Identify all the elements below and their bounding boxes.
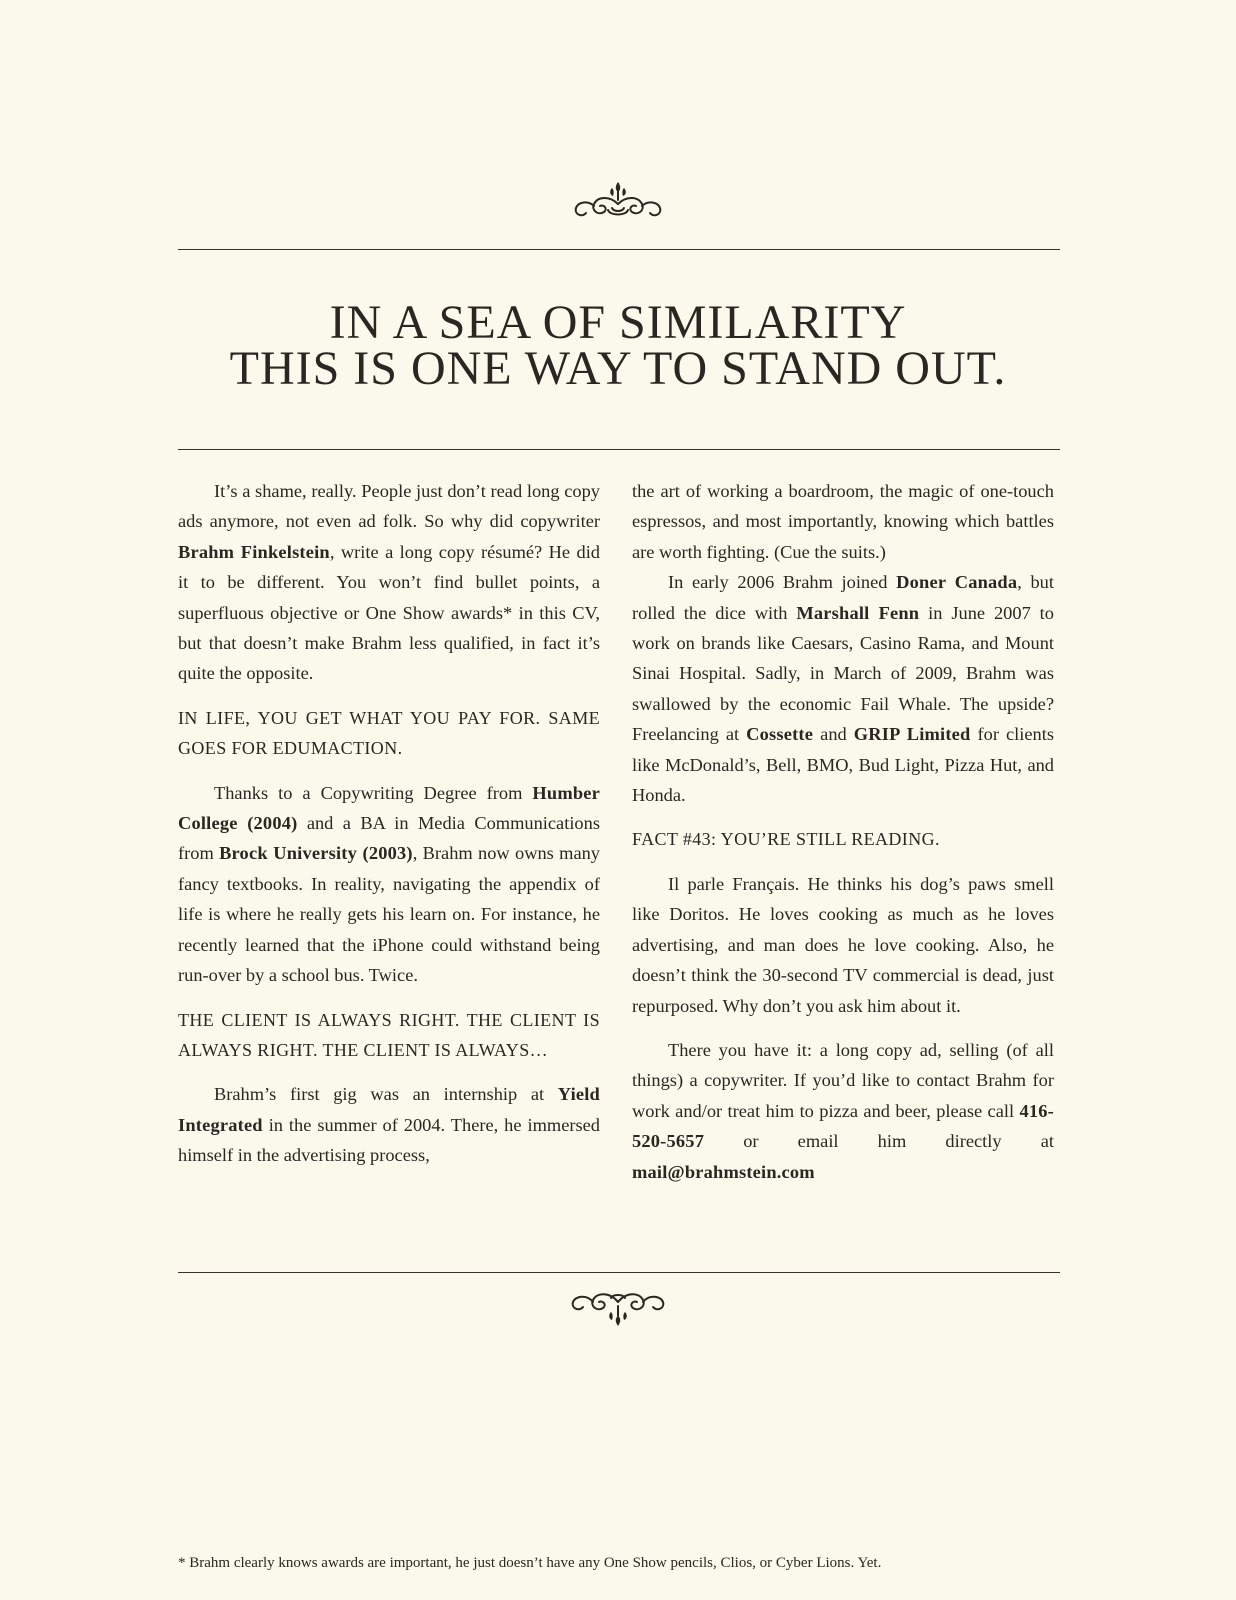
email-address: mail@brahmstein.com xyxy=(632,1161,815,1182)
headline-divider xyxy=(178,449,1060,450)
bottom-flourish-icon xyxy=(0,1284,1236,1334)
humber-highlight: Humber College (2004) xyxy=(178,782,600,834)
intro-paragraph: It’s a shame, really. People just don’t read long copy ads anymore, not even ad folk. So why did copywriter Brahm Finkelstein, write a long copy résumé? He did it to be different. You won’t find bullet points, a superfluous objective or One Show awards* in this CV, but that doesn’t make Brahm less qualified, in fact it’s quite the opposite. xyxy=(178,481,601,684)
bottom-divider xyxy=(178,1272,1060,1273)
doner-highlight: Doner Canada xyxy=(896,572,1018,593)
headline-line-2: THIS IS ONE WAY TO STAND OUT. xyxy=(229,342,1007,395)
first-gig-paragraph: Brahm’s first gig was an internship at Yield Integrated in the summer of 2004. There, he immersed himself in the advertising process, xyxy=(178,1084,600,1166)
section-heading-education: IN LIFE, YOU GET WHAT YOU PAY FOR. SAME GOES FOR EDUMACTION. xyxy=(178,707,600,759)
left-column xyxy=(178,476,600,1171)
right-column xyxy=(632,476,1054,1187)
education-paragraph: Thanks to a Copywriting Degree from Humber College (2004) and a BA in Media Communications from Brock University (2003), Brahm now owns many fancy textbooks. In reality, navigating the appendix of life is where he really gets his learn on. For instance, he recently learned that the iPhone could withstand being run-over by a school bus. Twice. xyxy=(178,782,600,986)
continued-paragraph: the art of working a boardroom, the magic of one-touch espressos, and most importantly, knowing which battles are worth fighting. (Cue the suits.) xyxy=(632,481,1054,562)
headline-line-1: IN A SEA OF SIMILARITY xyxy=(329,296,907,349)
career-paragraph: In early 2006 Brahm joined Doner Canada, but rolled the dice with Marshall Fenn in June 2007 to work on brands like Caesars, Casino Rama, and Mount Sinai Hospital. Sadly, in March of 2009, Brahm was swallowed by the economic Fail Whale. The upside? Freelancing at Cossette and GRIP Limited for clients like McDonald’s, Bell, BMO, Bud Light, Pizza Hut, and Honda. xyxy=(632,572,1054,806)
section-heading-client: THE CLIENT IS ALWAYS RIGHT. THE CLIENT IS ALWAYS RIGHT. THE CLIENT IS ALWAYS… xyxy=(178,1009,600,1060)
marshall-fenn-highlight: Marshall Fenn xyxy=(796,602,920,623)
headline xyxy=(0,296,1236,395)
personal-paragraph: Il parle Français. He thinks his dog’s paws smell like Doritos. He loves cooking as much as he loves advertising, and man does he love cooking. Also, he doesn’t think the 30-second TV commercial is dead, just repurposed. Why don’t you ask him about it. xyxy=(632,873,1054,1016)
contact-paragraph: There you have it: a long copy ad, selling (of all things) a copywriter. If you’d like to contact Brahm for work and/or treat him to pizza and beer, please call 416-520-5657 or email him directly at mail@brahmstein.com xyxy=(632,1039,1054,1182)
section-heading-fact: FACT #43: YOU’RE STILL READING. xyxy=(632,829,940,850)
cossette-highlight: Cossette xyxy=(746,724,814,745)
top-divider xyxy=(178,249,1060,250)
phone-number: 416-520-5657 xyxy=(632,1100,1054,1152)
top-flourish-icon xyxy=(0,178,1236,228)
name-highlight: Brahm Finkelstein xyxy=(178,541,330,562)
footnote: * Brahm clearly knows awards are important, he just doesn’t have any One Show pencils, Clios, or Cyber Lions. Yet. xyxy=(178,1555,882,1571)
grip-highlight: GRIP Limited xyxy=(853,724,971,745)
yield-highlight: Yield Integrated xyxy=(178,1084,600,1135)
brock-highlight: Brock University (2003) xyxy=(219,843,413,864)
